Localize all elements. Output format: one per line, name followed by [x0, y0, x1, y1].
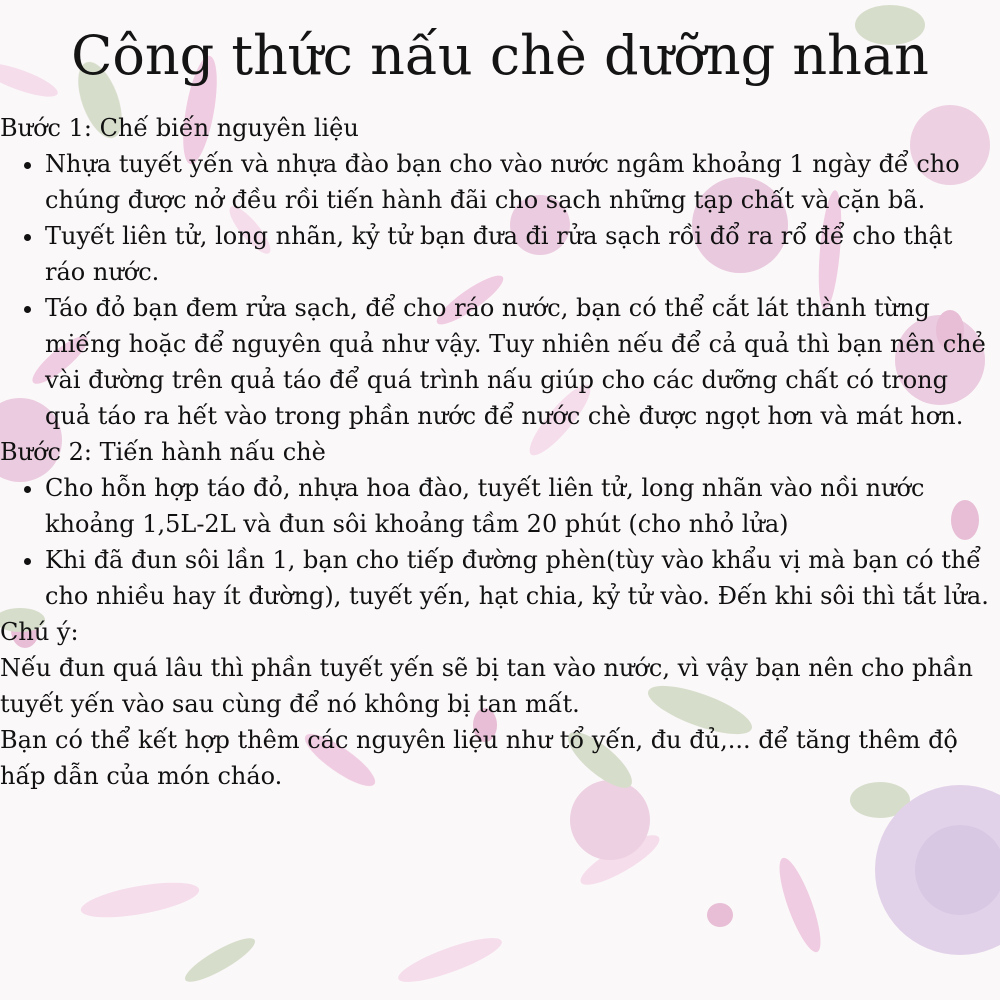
step-2-heading: Bước 2: Tiến hành nấu chè: [0, 438, 326, 466]
list-item: • Nhựa tuyết yến và nhựa đào bạn cho vào nước ngâm khoảng 1 ngày để cho chúng được nở đều rồi tiến hành đãi cho sạch những tạp chất và cặn bã.: [45, 146, 1000, 218]
petal-decoration: [394, 930, 506, 990]
step-1-heading: Bước 1: Chế biến nguyên liệu: [0, 114, 359, 142]
list-item: • Tuyết liên tử, long nhãn, kỷ tử bạn đưa đi rửa sạch rồi đổ ra rổ để cho thật ráo nước.: [45, 218, 1000, 290]
petal-decoration: [772, 854, 829, 956]
leaf-decoration: [180, 931, 259, 988]
note-line: Bạn có thể kết hợp thêm các nguyên liệu như tổ yến, đu đủ,... để tăng thêm độ hấp dẫn của món cháo.: [0, 726, 958, 790]
step-1-list: [0, 146, 1000, 434]
list-item: • Khi đã đun sôi lần 1, bạn cho tiếp đường phèn(tùy vào khẩu vị mà bạn có thể cho nhiều hay ít đường), tuyết yến, hạt chia, kỷ tử vào. Đến khi sôi thì tắt lửa.: [45, 542, 1000, 614]
recipe-body: [0, 110, 1000, 794]
note-line: Nếu đun quá lâu thì phần tuyết yến sẽ bị tan vào nước, vì vậy bạn nên cho phần tuyết yến vào sau cùng để nó không bị tan mất.: [0, 654, 973, 718]
page-title: Công thức nấu chè dưỡng nhan: [71, 24, 929, 87]
step-2-list: [0, 470, 1000, 614]
bud-decoration: [707, 903, 733, 927]
list-item: • Táo đỏ bạn đem rửa sạch, để cho ráo nước, bạn có thể cắt lát thành từng miếng hoặc để nguyên quả như vậy. Tuy nhiên nếu để cả quả thì bạn nên chẻ vài đường trên quả táo để quá trình nấu giúp cho các dưỡng chất có trong quả táo ra hết vào trong phần nước để nước chè được ngọt hơn và mát hơn.: [45, 290, 1000, 434]
note-heading: Chú ý:: [0, 618, 79, 646]
petal-decoration: [78, 876, 201, 924]
list-item: • Cho hỗn hợp táo đỏ, nhựa hoa đào, tuyết liên tử, long nhãn vào nồi nước khoảng 1,5L-2L và đun sôi khoảng tầm 20 phút (cho nhỏ lửa): [45, 470, 1000, 542]
